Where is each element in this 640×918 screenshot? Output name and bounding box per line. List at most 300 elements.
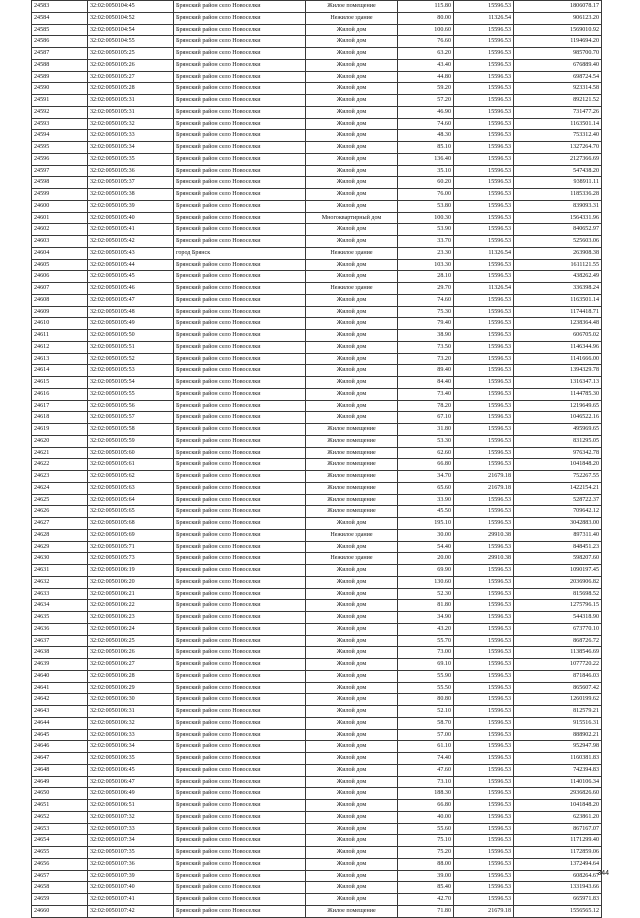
cell-area: 73.50 [398, 341, 454, 353]
cell-cadastral-number: 32:02:0050105:36 [88, 165, 174, 177]
cell-object-type: Жилой дом [306, 764, 398, 776]
cell-cadastral-value: 2127366.69 [514, 153, 602, 165]
cell-area: 88.00 [398, 858, 454, 870]
cell-object-type: Жилой дом [306, 142, 398, 154]
table-row [32, 424, 602, 436]
cell-cadastral-number: 32:02:0050106:25 [88, 635, 174, 647]
cell-rate: 15596.53 [454, 670, 514, 682]
cell-cadastral-value: 623861.20 [514, 811, 602, 823]
cell-object-type: Жилой дом [306, 306, 398, 318]
cell-address: Брянский район село Новоселки [174, 36, 306, 48]
cell-row-number: 24625 [32, 494, 88, 506]
cell-rate: 15596.53 [454, 506, 514, 518]
cell-row-number: 24612 [32, 341, 88, 353]
cell-object-type: Жилой дом [306, 412, 398, 424]
cell-cadastral-value: 2936826.60 [514, 788, 602, 800]
cell-cadastral-number: 32:02:0050104:55 [88, 36, 174, 48]
table-row [32, 635, 602, 647]
cell-address: Брянский район село Новоселки [174, 59, 306, 71]
cell-address: Брянский район село Новоселки [174, 835, 306, 847]
cell-row-number: 24635 [32, 612, 88, 624]
cell-area: 40.00 [398, 811, 454, 823]
table-row [32, 412, 602, 424]
cell-address: Брянский район село Новоселки [174, 800, 306, 812]
table-row [32, 506, 602, 518]
cell-cadastral-number: 32:02:0050105:68 [88, 518, 174, 530]
cell-object-type: Жилой дом [306, 130, 398, 142]
cell-address: Брянский район село Новоселки [174, 330, 306, 342]
cell-object-type: Жилой дом [306, 623, 398, 635]
cell-object-type: Жилой дом [306, 59, 398, 71]
cell-object-type: Жилой дом [306, 659, 398, 671]
cell-rate: 15596.53 [454, 236, 514, 248]
cell-area: 89.40 [398, 365, 454, 377]
table-row [32, 576, 602, 588]
cell-object-type: Жилое помещение [306, 506, 398, 518]
table-row [32, 153, 602, 165]
cell-area: 38.90 [398, 330, 454, 342]
table-row [32, 847, 602, 859]
cell-cadastral-number: 32:02:0050105:49 [88, 318, 174, 330]
cell-object-type: Жилой дом [306, 200, 398, 212]
cell-area: 35.10 [398, 165, 454, 177]
cell-rate: 21679.18 [454, 482, 514, 494]
cell-rate: 11326.54 [454, 12, 514, 24]
cell-object-type: Жилой дом [306, 341, 398, 353]
cell-area: 73.10 [398, 776, 454, 788]
cell-area: 69.90 [398, 565, 454, 577]
cell-rate: 15596.53 [454, 659, 514, 671]
cell-cadastral-value: 1422154.21 [514, 482, 602, 494]
cell-address: Брянский район село Новоселки [174, 95, 306, 107]
table-row [32, 588, 602, 600]
cell-address: город Брянск [174, 247, 306, 259]
cell-address: Брянский район село Новоселки [174, 118, 306, 130]
cell-cadastral-value: 815698.52 [514, 588, 602, 600]
cell-cadastral-number: 32:02:0050107:33 [88, 823, 174, 835]
cell-address: Брянский район село Новоселки [174, 506, 306, 518]
table-row [32, 271, 602, 283]
cell-row-number: 24632 [32, 576, 88, 588]
cell-row-number: 24591 [32, 95, 88, 107]
cell-address: Брянский район село Новоселки [174, 71, 306, 83]
cell-row-number: 24659 [32, 894, 88, 906]
cell-cadastral-value: 1146344.96 [514, 341, 602, 353]
cell-row-number: 24597 [32, 165, 88, 177]
cell-rate: 15596.53 [454, 189, 514, 201]
cell-cadastral-value: 698724.54 [514, 71, 602, 83]
table-row [32, 435, 602, 447]
cell-address: Брянский район село Новоселки [174, 741, 306, 753]
cell-cadastral-value: 665971.83 [514, 894, 602, 906]
cell-cadastral-number: 32:02:0050105:39 [88, 200, 174, 212]
cell-object-type: Жилой дом [306, 95, 398, 107]
cell-cadastral-value: 812579.21 [514, 706, 602, 718]
cell-cadastral-value: 1611121.55 [514, 259, 602, 271]
table-row [32, 623, 602, 635]
cell-cadastral-value: 731477.26 [514, 106, 602, 118]
cell-cadastral-value: 976342.78 [514, 447, 602, 459]
cell-address: Брянский район село Новоселки [174, 905, 306, 917]
cell-rate: 15596.53 [454, 388, 514, 400]
cell-cadastral-number: 32:02:0050107:40 [88, 882, 174, 894]
cell-rate: 15596.53 [454, 753, 514, 765]
cell-cadastral-number: 32:02:0050105:65 [88, 506, 174, 518]
table-row [32, 600, 602, 612]
table-row [32, 494, 602, 506]
cell-area: 23.30 [398, 247, 454, 259]
cell-area: 44.80 [398, 71, 454, 83]
cell-cadastral-number: 32:02:0050104:54 [88, 24, 174, 36]
cell-cadastral-number: 32:02:0050107:32 [88, 811, 174, 823]
cell-cadastral-number: 32:02:0050107:39 [88, 870, 174, 882]
cell-area: 80.00 [398, 12, 454, 24]
cell-row-number: 24648 [32, 764, 88, 776]
cell-row-number: 24601 [32, 212, 88, 224]
cell-address: Брянский район село Новоселки [174, 294, 306, 306]
cell-cadastral-value: 1372494.64 [514, 858, 602, 870]
cell-area: 62.60 [398, 447, 454, 459]
cell-cadastral-value: 1564331.96 [514, 212, 602, 224]
cell-object-type: Нежилое здание [306, 247, 398, 259]
cell-address: Брянский район село Новоселки [174, 48, 306, 60]
cell-object-type: Жилое помещение [306, 494, 398, 506]
cell-cadastral-number: 32:02:0050105:46 [88, 283, 174, 295]
cell-row-number: 24640 [32, 670, 88, 682]
cell-rate: 15596.53 [454, 694, 514, 706]
cell-address: Брянский район село Новоселки [174, 670, 306, 682]
cell-object-type: Жилой дом [306, 706, 398, 718]
table-row [32, 353, 602, 365]
table-row [32, 306, 602, 318]
cell-rate: 15596.53 [454, 682, 514, 694]
cell-cadastral-value: 525603.06 [514, 236, 602, 248]
cell-rate: 15596.53 [454, 153, 514, 165]
cell-address: Брянский район село Новоселки [174, 200, 306, 212]
cell-cadastral-value: 1238364.48 [514, 318, 602, 330]
cell-cadastral-value: 438262.49 [514, 271, 602, 283]
cell-object-type: Жилое помещение [306, 905, 398, 917]
cell-cadastral-value: 1331943.66 [514, 882, 602, 894]
cell-cadastral-value: 1219649.65 [514, 400, 602, 412]
cell-area: 30.00 [398, 529, 454, 541]
cell-rate: 15596.53 [454, 729, 514, 741]
cell-cadastral-value: 938911.11 [514, 177, 602, 189]
cell-row-number: 24607 [32, 283, 88, 295]
cell-area: 48.30 [398, 130, 454, 142]
cell-cadastral-number: 32:02:0050105:51 [88, 341, 174, 353]
cell-area: 20.00 [398, 553, 454, 565]
cell-address: Брянский район село Новоселки [174, 565, 306, 577]
cell-area: 75.20 [398, 847, 454, 859]
cell-address: Брянский район село Новоселки [174, 224, 306, 236]
cell-cadastral-number: 32:02:0050105:45 [88, 271, 174, 283]
cell-rate: 15596.53 [454, 741, 514, 753]
cell-rate: 15596.53 [454, 341, 514, 353]
cell-area: 69.10 [398, 659, 454, 671]
table-row [32, 341, 602, 353]
table-row [32, 565, 602, 577]
cell-object-type: Жилой дом [306, 882, 398, 894]
cell-area: 52.10 [398, 706, 454, 718]
cell-object-type: Жилой дом [306, 670, 398, 682]
cell-area: 33.70 [398, 236, 454, 248]
cell-object-type: Жилой дом [306, 600, 398, 612]
cell-cadastral-number: 32:02:0050105:28 [88, 83, 174, 95]
cell-object-type: Жилой дом [306, 48, 398, 60]
cell-area: 84.40 [398, 377, 454, 389]
cell-address: Брянский район село Новоселки [174, 717, 306, 729]
cell-address: Брянский район село Новоселки [174, 283, 306, 295]
table-row [32, 259, 602, 271]
cell-cadastral-value: 1171299.40 [514, 835, 602, 847]
cell-row-number: 24634 [32, 600, 88, 612]
cell-rate: 15596.53 [454, 71, 514, 83]
cell-rate: 15596.53 [454, 447, 514, 459]
cell-cadastral-value: 673770.10 [514, 623, 602, 635]
table-row [32, 811, 602, 823]
cell-address: Брянский район село Новоселки [174, 694, 306, 706]
cell-cadastral-number: 32:02:0050105:26 [88, 59, 174, 71]
cell-rate: 15596.53 [454, 400, 514, 412]
cell-rate: 15596.53 [454, 365, 514, 377]
table-row [32, 729, 602, 741]
cell-rate: 15596.53 [454, 858, 514, 870]
cell-row-number: 24655 [32, 847, 88, 859]
table-row [32, 471, 602, 483]
cell-cadastral-value: 892121.52 [514, 95, 602, 107]
cell-area: 52.30 [398, 588, 454, 600]
cell-area: 74.60 [398, 118, 454, 130]
cell-area: 55.60 [398, 823, 454, 835]
table-row [32, 482, 602, 494]
cell-cadastral-number: 32:02:0050106:49 [88, 788, 174, 800]
cell-area: 60.20 [398, 177, 454, 189]
cell-row-number: 24608 [32, 294, 88, 306]
cell-object-type: Многоквартирный дом [306, 212, 398, 224]
cell-area: 55.50 [398, 682, 454, 694]
cell-area: 63.20 [398, 48, 454, 60]
cell-object-type: Жилое помещение [306, 447, 398, 459]
cell-address: Брянский район село Новоселки [174, 1, 306, 13]
cell-cadastral-value: 868726.72 [514, 635, 602, 647]
cell-cadastral-number: 32:02:0050106:31 [88, 706, 174, 718]
cell-address: Брянский район село Новоселки [174, 165, 306, 177]
cell-area: 55.70 [398, 635, 454, 647]
cell-object-type: Жилой дом [306, 236, 398, 248]
cell-address: Брянский район село Новоселки [174, 189, 306, 201]
cell-cadastral-value: 1194694.20 [514, 36, 602, 48]
cell-cadastral-number: 32:02:0050106:27 [88, 659, 174, 671]
cell-area: 81.80 [398, 600, 454, 612]
table-row [32, 835, 602, 847]
cell-address: Брянский район село Новоселки [174, 612, 306, 624]
cell-cadastral-number: 32:02:0050107:36 [88, 858, 174, 870]
cell-row-number: 24614 [32, 365, 88, 377]
cell-cadastral-number: 32:02:0050105:53 [88, 365, 174, 377]
cell-area: 54.40 [398, 541, 454, 553]
cell-rate: 15596.53 [454, 647, 514, 659]
cell-address: Брянский район село Новоселки [174, 365, 306, 377]
cell-cadastral-number: 32:02:0050106:34 [88, 741, 174, 753]
table-row [32, 870, 602, 882]
cell-area: 34.90 [398, 612, 454, 624]
cell-row-number: 24624 [32, 482, 88, 494]
cell-cadastral-value: 1138546.69 [514, 647, 602, 659]
cell-area: 47.60 [398, 764, 454, 776]
cell-area: 80.80 [398, 694, 454, 706]
cell-row-number: 24654 [32, 835, 88, 847]
cell-row-number: 24602 [32, 224, 88, 236]
cell-row-number: 24630 [32, 553, 88, 565]
cell-object-type: Жилой дом [306, 753, 398, 765]
cell-row-number: 24626 [32, 506, 88, 518]
table-row [32, 294, 602, 306]
cell-object-type: Жилой дом [306, 694, 398, 706]
cell-object-type: Нежилое здание [306, 529, 398, 541]
cell-row-number: 24652 [32, 811, 88, 823]
cell-cadastral-value: 1163501.14 [514, 294, 602, 306]
cell-cadastral-number: 32:02:0050105:41 [88, 224, 174, 236]
cell-object-type: Жилой дом [306, 224, 398, 236]
cell-cadastral-number: 32:02:0050105:48 [88, 306, 174, 318]
cell-cadastral-number: 32:02:0050106:32 [88, 717, 174, 729]
cell-rate: 15596.53 [454, 318, 514, 330]
cell-address: Брянский район село Новоселки [174, 847, 306, 859]
cell-object-type: Нежилое здание [306, 553, 398, 565]
cell-rate: 15596.53 [454, 1, 514, 13]
table-row [32, 48, 602, 60]
table-row [32, 682, 602, 694]
cell-row-number: 24598 [32, 177, 88, 189]
cell-cadastral-number: 32:02:0050105:56 [88, 400, 174, 412]
table-row [32, 200, 602, 212]
cell-row-number: 24645 [32, 729, 88, 741]
cell-cadastral-number: 32:02:0050105:34 [88, 142, 174, 154]
cell-cadastral-value: 867167.07 [514, 823, 602, 835]
cell-cadastral-number: 32:02:0050107:41 [88, 894, 174, 906]
cell-row-number: 24639 [32, 659, 88, 671]
cell-cadastral-number: 32:02:0050105:27 [88, 71, 174, 83]
cell-address: Брянский район село Новоселки [174, 706, 306, 718]
cell-row-number: 24617 [32, 400, 88, 412]
cell-cadastral-value: 3042883.00 [514, 518, 602, 530]
cell-cadastral-number: 32:02:0050106:47 [88, 776, 174, 788]
cell-cadastral-number: 32:02:0050105:37 [88, 177, 174, 189]
cell-cadastral-value: 1090197.45 [514, 565, 602, 577]
cell-cadastral-number: 32:02:0050104:45 [88, 1, 174, 13]
cell-rate: 21679.18 [454, 905, 514, 917]
cell-rate: 15596.53 [454, 224, 514, 236]
cell-rate: 15596.53 [454, 811, 514, 823]
cell-rate: 15596.53 [454, 212, 514, 224]
cell-rate: 15596.53 [454, 541, 514, 553]
cell-area: 73.20 [398, 353, 454, 365]
cell-row-number: 24584 [32, 12, 88, 24]
cell-cadastral-number: 32:02:0050106:51 [88, 800, 174, 812]
cell-row-number: 24593 [32, 118, 88, 130]
cell-row-number: 24609 [32, 306, 88, 318]
table-row [32, 24, 602, 36]
cell-cadastral-value: 495969.65 [514, 424, 602, 436]
cell-area: 46.90 [398, 106, 454, 118]
cell-rate: 15596.53 [454, 800, 514, 812]
cell-cadastral-number: 32:02:0050106:23 [88, 612, 174, 624]
cell-area: 42.70 [398, 894, 454, 906]
cell-row-number: 24594 [32, 130, 88, 142]
cell-address: Брянский район село Новоселки [174, 823, 306, 835]
cell-cadastral-value: 1160381.83 [514, 753, 602, 765]
cell-object-type: Жилой дом [306, 189, 398, 201]
table-row [32, 377, 602, 389]
table-row [32, 447, 602, 459]
cell-address: Брянский район село Новоселки [174, 729, 306, 741]
cell-cadastral-number: 32:02:0050105:31 [88, 95, 174, 107]
cell-cadastral-number: 32:02:0050106:24 [88, 623, 174, 635]
cell-cadastral-number: 32:02:0050105:73 [88, 553, 174, 565]
table-row [32, 764, 602, 776]
cell-area: 29.70 [398, 283, 454, 295]
cell-area: 33.90 [398, 494, 454, 506]
cell-object-type: Жилой дом [306, 71, 398, 83]
table-row [32, 788, 602, 800]
cell-area: 57.00 [398, 729, 454, 741]
cell-cadastral-value: 1046522.16 [514, 412, 602, 424]
cell-cadastral-number: 32:02:0050106:35 [88, 753, 174, 765]
cell-address: Брянский район село Новоселки [174, 377, 306, 389]
cell-row-number: 24600 [32, 200, 88, 212]
cell-area: 59.20 [398, 83, 454, 95]
cell-address: Брянский район село Новоселки [174, 306, 306, 318]
cell-area: 65.60 [398, 482, 454, 494]
table-row [32, 741, 602, 753]
cell-cadastral-value: 598207.60 [514, 553, 602, 565]
cell-object-type: Жилой дом [306, 330, 398, 342]
cell-cadastral-number: 32:02:0050106:30 [88, 694, 174, 706]
table-row [32, 224, 602, 236]
table-row [32, 905, 602, 917]
table-row [32, 647, 602, 659]
cell-object-type: Жилой дом [306, 24, 398, 36]
table-row [32, 12, 602, 24]
cell-address: Брянский район село Новоселки [174, 341, 306, 353]
table-row [32, 106, 602, 118]
cell-object-type: Жилой дом [306, 823, 398, 835]
table-row [32, 776, 602, 788]
cell-object-type: Жилой дом [306, 36, 398, 48]
table-row [32, 459, 602, 471]
cell-row-number: 24647 [32, 753, 88, 765]
cell-row-number: 24605 [32, 259, 88, 271]
cell-cadastral-number: 32:02:0050105:43 [88, 247, 174, 259]
cell-cadastral-value: 1163501.14 [514, 118, 602, 130]
cell-cadastral-number: 32:02:0050106:28 [88, 670, 174, 682]
cell-object-type: Нежилое здание [306, 12, 398, 24]
cell-rate: 15596.53 [454, 823, 514, 835]
cell-row-number: 24633 [32, 588, 88, 600]
cell-row-number: 24644 [32, 717, 88, 729]
cell-row-number: 24595 [32, 142, 88, 154]
cell-row-number: 24660 [32, 905, 88, 917]
table-row [32, 388, 602, 400]
cell-address: Брянский район село Новоселки [174, 753, 306, 765]
cell-object-type: Жилой дом [306, 741, 398, 753]
cell-area: 130.60 [398, 576, 454, 588]
cell-object-type: Жилое помещение [306, 435, 398, 447]
cell-cadastral-value: 1141666.00 [514, 353, 602, 365]
cell-area: 66.80 [398, 800, 454, 812]
cell-cadastral-number: 32:02:0050105:63 [88, 482, 174, 494]
